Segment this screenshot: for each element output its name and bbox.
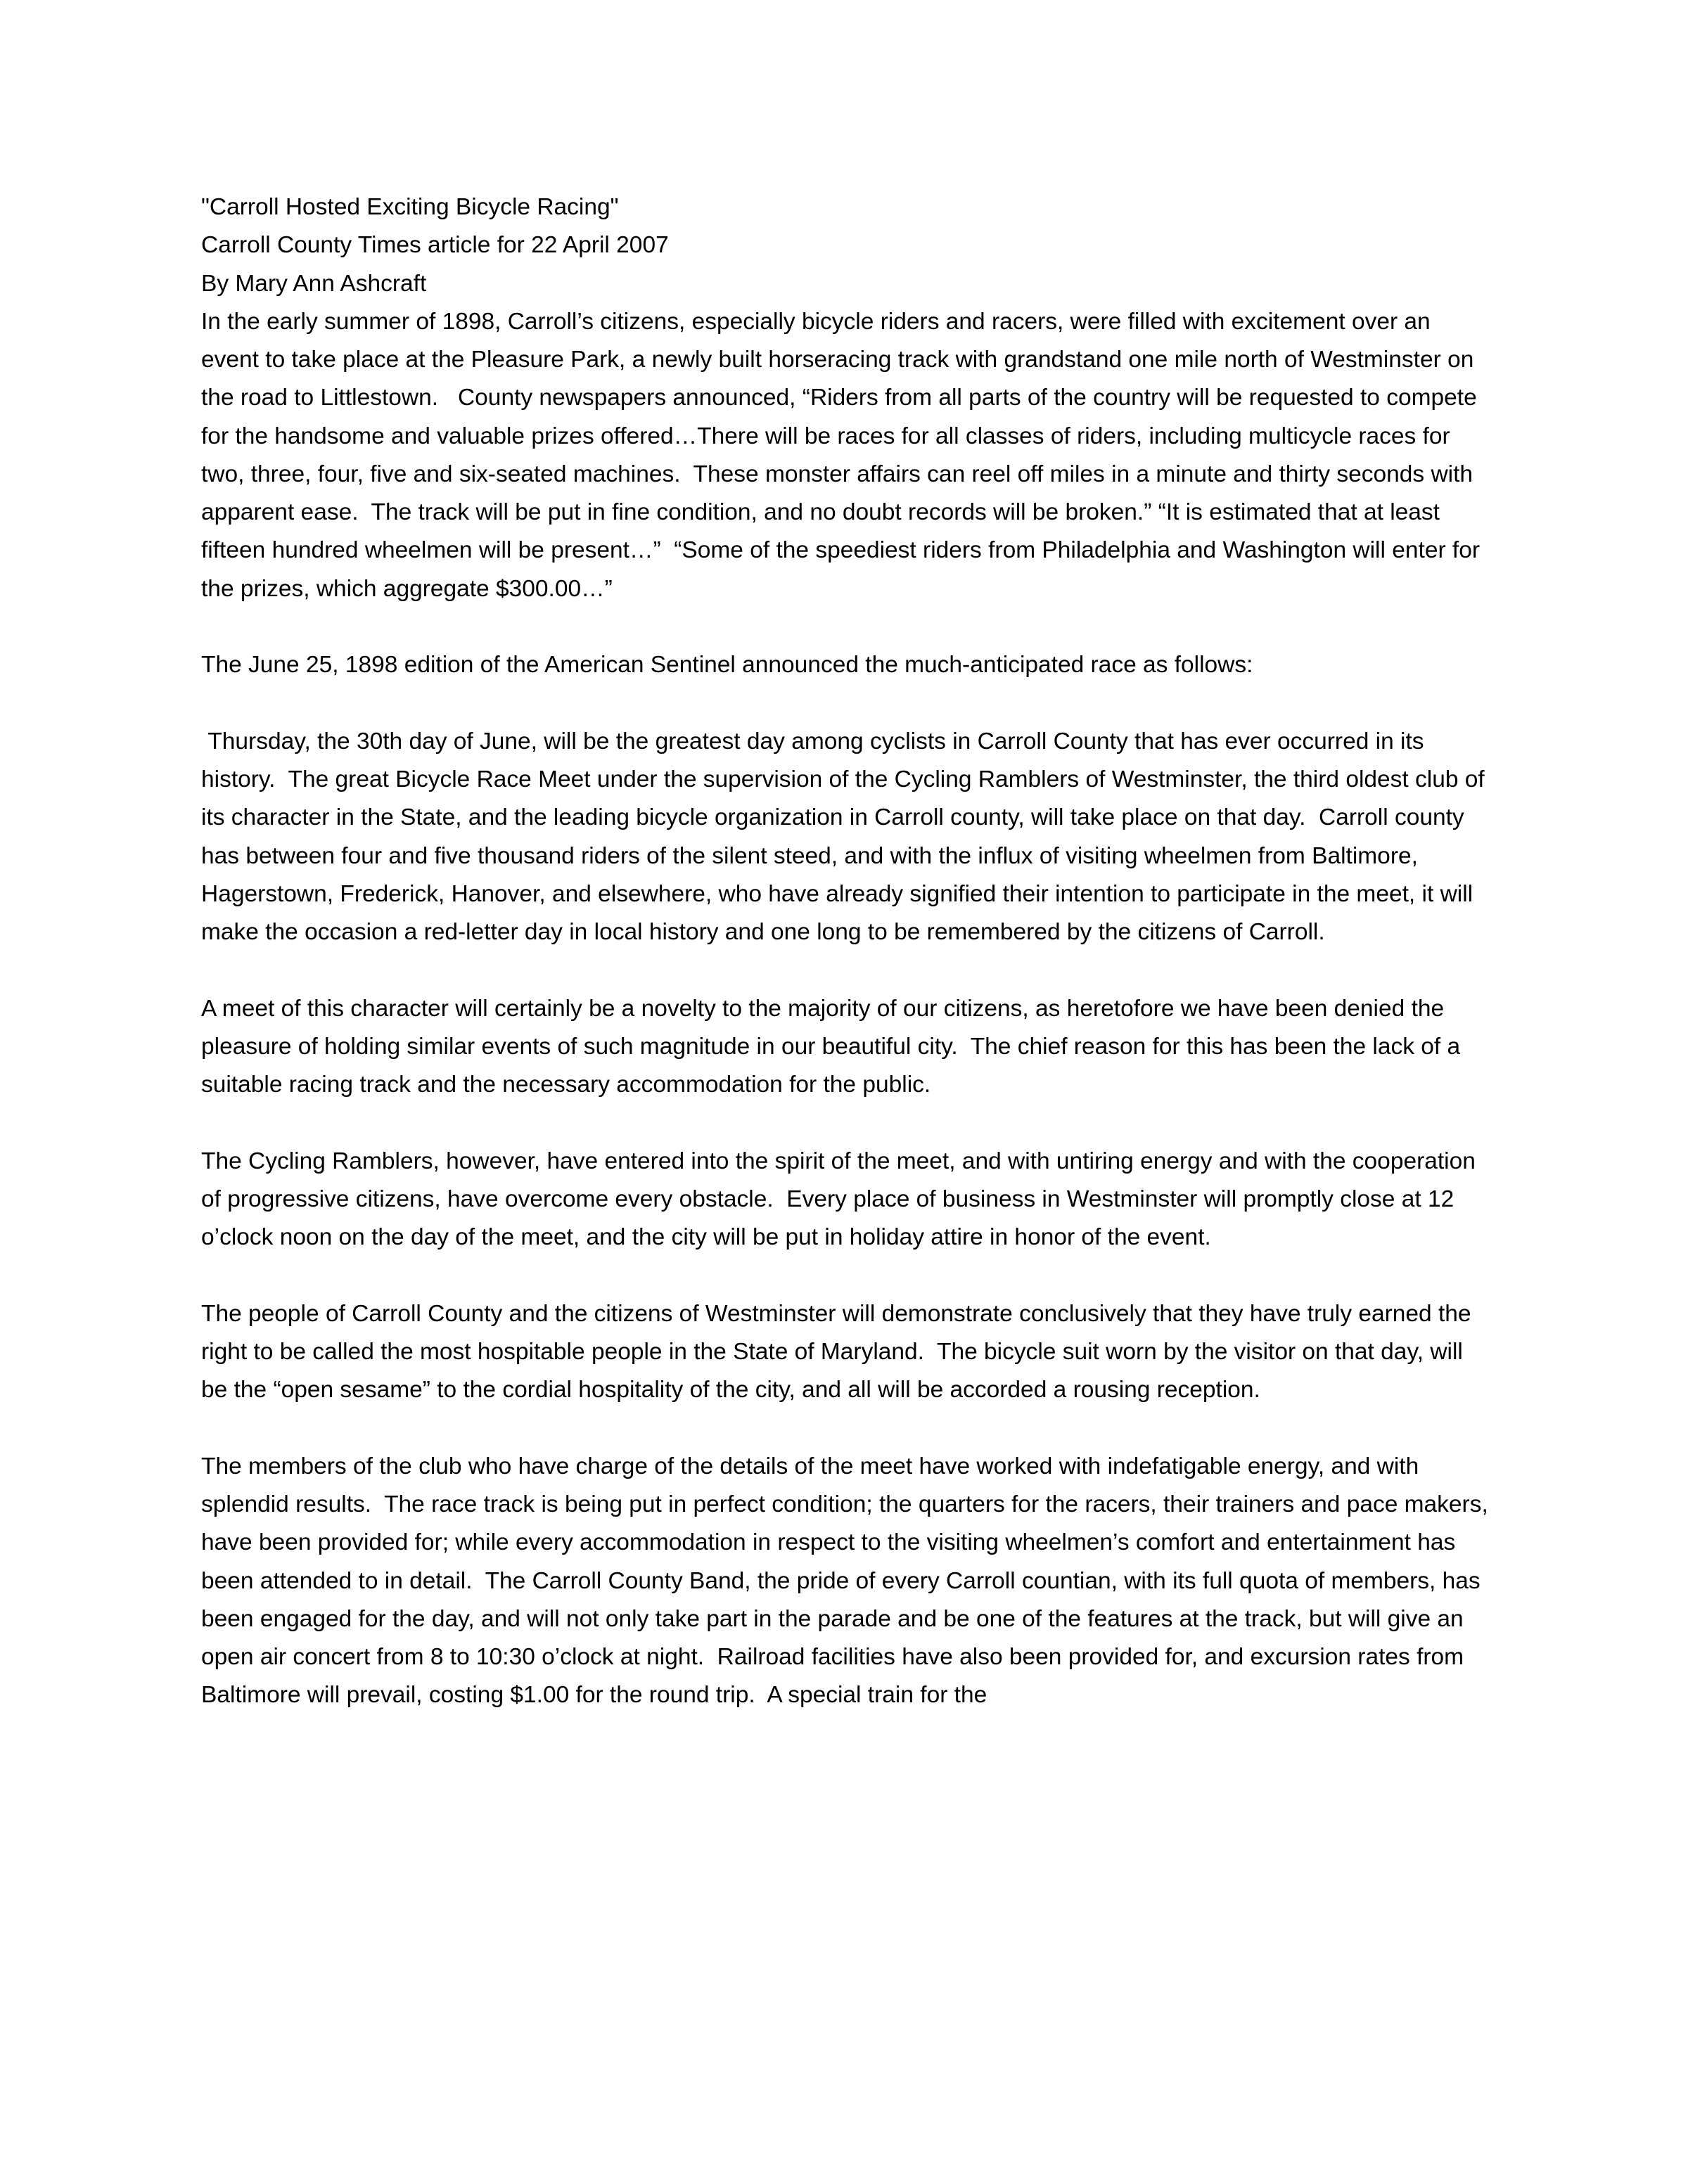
paragraph-spacer (201, 951, 1494, 989)
paragraph-5: The Cycling Ramblers, however, have entered into the spirit of the meet, and with untiring energy and with the cooperation of progressive citizens, have overcome every obstacle. Every place of business in Westminster will promptly close at 12 o’clock noon on the day of the meet, and the city will be put in holiday attire in honor of the event. (201, 1148, 1483, 1251)
paragraph-spacer (201, 1410, 1494, 1448)
paragraph-2: The June 25, 1898 edition of the American Sentinel announced the much-anticipated race as follows: (201, 652, 1253, 679)
paragraph-spacer (201, 684, 1494, 722)
paragraph-6: The people of Carroll County and the citizens of Westminster will demonstrate conclusively that they have truly earned the right to be called the most hospitable people in the State of Maryland. The bicycle suit worn by the visitor on that day, will be the “open sesame” to the cordial hospitality of the city, and all will be accorded a rousing reception. (201, 1300, 1478, 1403)
paragraph-3: Thursday, the 30th day of June, will be the greatest day among cyclists in Carroll County that has ever occurred in its history. The great Bicycle Race Meet under the supervision of the Cycling Ramblers of Westminster, the third oldest club of its character in the State, and the leading bicycle organization in Carroll county, will take place on that day. Carroll county has between four and five thousand riders of the silent steed, and with the influx of visiting wheelmen from Baltimore, Hagerstown, Frederick, Hanover, and elsewhere, who have already signified their intention to participate in the meet, it will make the occasion a red-letter day in local history and one long to be remembered by the citizens of Carroll. (201, 728, 1492, 946)
paragraph-1: In the early summer of 1898, Carroll’s citizens, especially bicycle riders and racers, were filled with excitement over an event to take place at the Pleasure Park, a newly built horseracing track with grandstand one mile north of Westminster on the road to Littlestown. County newspapers announced, “Riders from all parts of the country will be requested to compete for the handsome and valuable prizes offered…There will be races for all classes of riders, including multicycle races for two, three, four, five and six-seated machines. These monster affairs can reel off miles in a minute and thirty seconds with apparent ease. The track will be put in fine condition, and no doubt records will be broken.” “It is estimated that at least fifteen hundred wheelmen will be present…” “Some of the speediest riders from Philadelphia and Washington will enter for the prizes, which aggregate $300.00…” (201, 308, 1487, 602)
paragraph-7: The members of the club who have charge of the details of the meet have worked with indefatigable energy, and with splendid results. The race track is being put in perfect condition; the quarters for the racers, their trainers and pace makers, have been provided for; while every accommodation in respect to the visiting wheelmen’s comfort and entertainment has been attended to in detail. The Carroll County Band, the pride of every Carroll countian, with its full quota of members, has been engaged for the day, and will not only take part in the parade and be one of the features at the track, but will give an open air concert from 8 to 10:30 o’clock at night. Railroad facilities have also been provided for, and excursion rates from Baltimore will prevail, costing $1.00 for the round trip. A special train for the (201, 1453, 1495, 1709)
paragraph-spacer (201, 608, 1494, 646)
paragraph-4: A meet of this character will certainly be a novelty to the majority of our citizens, as heretofore we have been denied the pleasure of holding similar events of such magnitude in our beautiful city. The chief reason for this has been the lack of a suitable racing track and the necessary accommodation for the public. (201, 995, 1467, 1098)
document-body (201, 188, 1494, 1715)
paragraph-spacer (201, 1104, 1494, 1142)
paragraph-spacer (201, 1257, 1494, 1295)
document-source: Carroll County Times article for 22 April 2007 (201, 232, 669, 259)
document-title: "Carroll Hosted Exciting Bicycle Racing" (201, 194, 619, 220)
document-byline: By Mary Ann Ashcraft (201, 270, 427, 297)
